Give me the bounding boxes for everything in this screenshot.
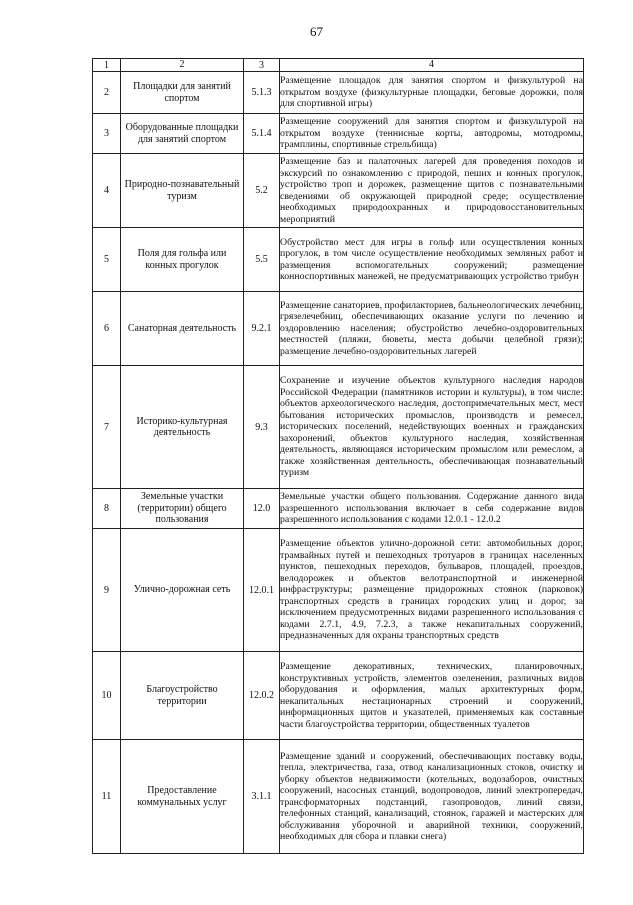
table-row [93, 366, 584, 489]
row-description: Размещение декоративных, технических, планировочных, конструктивных устройств, элементов озеленения, различных видов оборудования и оформления, малых архитектурных форм, некапитальных нестационарных строений и сооружений, информационных щитов и указателей, применяемых как составные части благоустройства территории, общественных туалетов [280, 652, 584, 740]
row-number: 6 [93, 292, 121, 366]
row-code: 12.0.2 [244, 652, 280, 740]
page-number: 67 [310, 24, 323, 39]
table-row [93, 529, 584, 652]
row-description: Размещение баз и палаточных лагерей для проведения походов и экскурсий по ознакомлению с природой, пеших и конных прогулок, устройство троп и дорожек, размещение щитов с познавательными сведениями об окружающей природной среде; осуществление необходимых природоохранных и природовосстановительных мероприятий [280, 154, 584, 228]
row-number: 2 [93, 72, 121, 114]
row-number: 11 [93, 740, 121, 854]
header-col-4: 4 [280, 59, 584, 72]
row-code: 9.3 [244, 366, 280, 489]
row-name: Историко-культурная деятельность [121, 366, 244, 489]
row-number: 5 [93, 228, 121, 292]
row-description: Размещение площадок для занятия спортом и физкультурой на открытом воздухе (физкультурные площадки, беговые дорожки, поля для спортивной игры) [280, 72, 584, 114]
table-row [93, 154, 584, 228]
row-number: 8 [93, 489, 121, 529]
header-col-1: 1 [93, 59, 121, 72]
row-name: Площадки для занятий спортом [121, 72, 244, 114]
table-row [93, 489, 584, 529]
row-description: Размещение зданий и сооружений, обеспечивающих поставку воды, тепла, электричества, газа, отвод канализационных стоков, очистку и уборку объектов недвижимости (котельных, водозаборов, очистных сооружений, насосных станций, водопроводов, линий электропередач, трансформаторных подстанций, газопроводов, линий связи, телефонных станций, канализаций, стоянок, гаражей и мастерских для обслуживания уборочной и аварийной техники, сооружений, необходимых для сбора и плавки снега) [280, 740, 584, 854]
row-description: Размещение сооружений для занятия спортом и физкультурой на открытом воздухе (теннисные корты, автодромы, мотодромы, трамплины, спортивные стрельбища) [280, 114, 584, 154]
row-name: Поля для гольфа или конных прогулок [121, 228, 244, 292]
row-description: Размещение санаториев, профилакториев, бальнеологических лечебниц, грязелечебниц, обеспечивающих оказание услуги по лечению и оздоровлению населения; обустройство лечебно-оздоровительных местностей (пляжи, бюветы, места добычи целебной грязи); размещение лечебно-оздоровительных лагерей [280, 292, 584, 366]
row-name: Улично-дорожная сеть [121, 529, 244, 652]
table-row [93, 72, 584, 114]
row-number: 7 [93, 366, 121, 489]
row-code: 12.0 [244, 489, 280, 529]
table-row [93, 114, 584, 154]
row-code: 5.1.3 [244, 72, 280, 114]
header-col-3: 3 [244, 59, 280, 72]
row-number: 9 [93, 529, 121, 652]
table-row [93, 228, 584, 292]
table-row [93, 740, 584, 854]
row-name: Земельные участки (территории) общего пользования [121, 489, 244, 529]
row-description: Сохранение и изучение объектов культурного наследия народов Российской Федерации (памятников истории и культуры), в том числе: объектов археологического наследия, достопримечательных мест, мест бытования исторических промыслов, производств и ремесел, исторических поселений, недействующих военных и гражданских захоронений, объектов культурного наследия, хозяйственная деятельность, являющаяся историческим промыслом или ремеслом, а также хозяйственная деятельность, обеспечивающая познавательный туризм [280, 366, 584, 489]
table-header-row [93, 59, 584, 72]
row-description: Обустройство мест для игры в гольф или осуществления конных прогулок, в том числе осуществление необходимых земляных работ и размещения вспомогательных сооружений; размещение конноспортивных манежей, не предусматривающих устройство трибун [280, 228, 584, 292]
row-code: 5.2 [244, 154, 280, 228]
row-name: Оборудованные площадки для занятий спортом [121, 114, 244, 154]
row-code: 12.0.1 [244, 529, 280, 652]
land-use-table [92, 58, 584, 854]
row-name: Природно-познавательный туризм [121, 154, 244, 228]
row-name: Предоставление коммунальных услуг [121, 740, 244, 854]
row-code: 5.5 [244, 228, 280, 292]
row-name: Благоустройство территории [121, 652, 244, 740]
row-description: Земельные участки общего пользования. Содержание данного вида разрешенного использования включает в себя содержание видов разрешенного использования с кодами 12.0.1 - 12.0.2 [280, 489, 584, 529]
table-row [93, 292, 584, 366]
header-col-2: 2 [121, 59, 244, 72]
row-code: 5.1.4 [244, 114, 280, 154]
row-name: Санаторная деятельность [121, 292, 244, 366]
row-number: 10 [93, 652, 121, 740]
row-number: 3 [93, 114, 121, 154]
table-row [93, 652, 584, 740]
row-description: Размещение объектов улично-дорожной сети: автомобильных дорог, трамвайных путей и пешеходных тротуаров в границах населенных пунктов, пешеходных переходов, бульваров, площадей, проездов, велодорожек и объектов велотранспортной и инженерной инфраструктуры; размещение придорожных стоянок (парковок) транспортных средств в границах городских улиц и дорог, за исключением предусмотренных видами разрешенного использования с кодами 2.7.1, 4.9, 7.2.3, а также некапитальных сооружений, предназначенных для охраны транспортных средств [280, 529, 584, 652]
row-code: 3.1.1 [244, 740, 280, 854]
row-code: 9.2.1 [244, 292, 280, 366]
row-number: 4 [93, 154, 121, 228]
